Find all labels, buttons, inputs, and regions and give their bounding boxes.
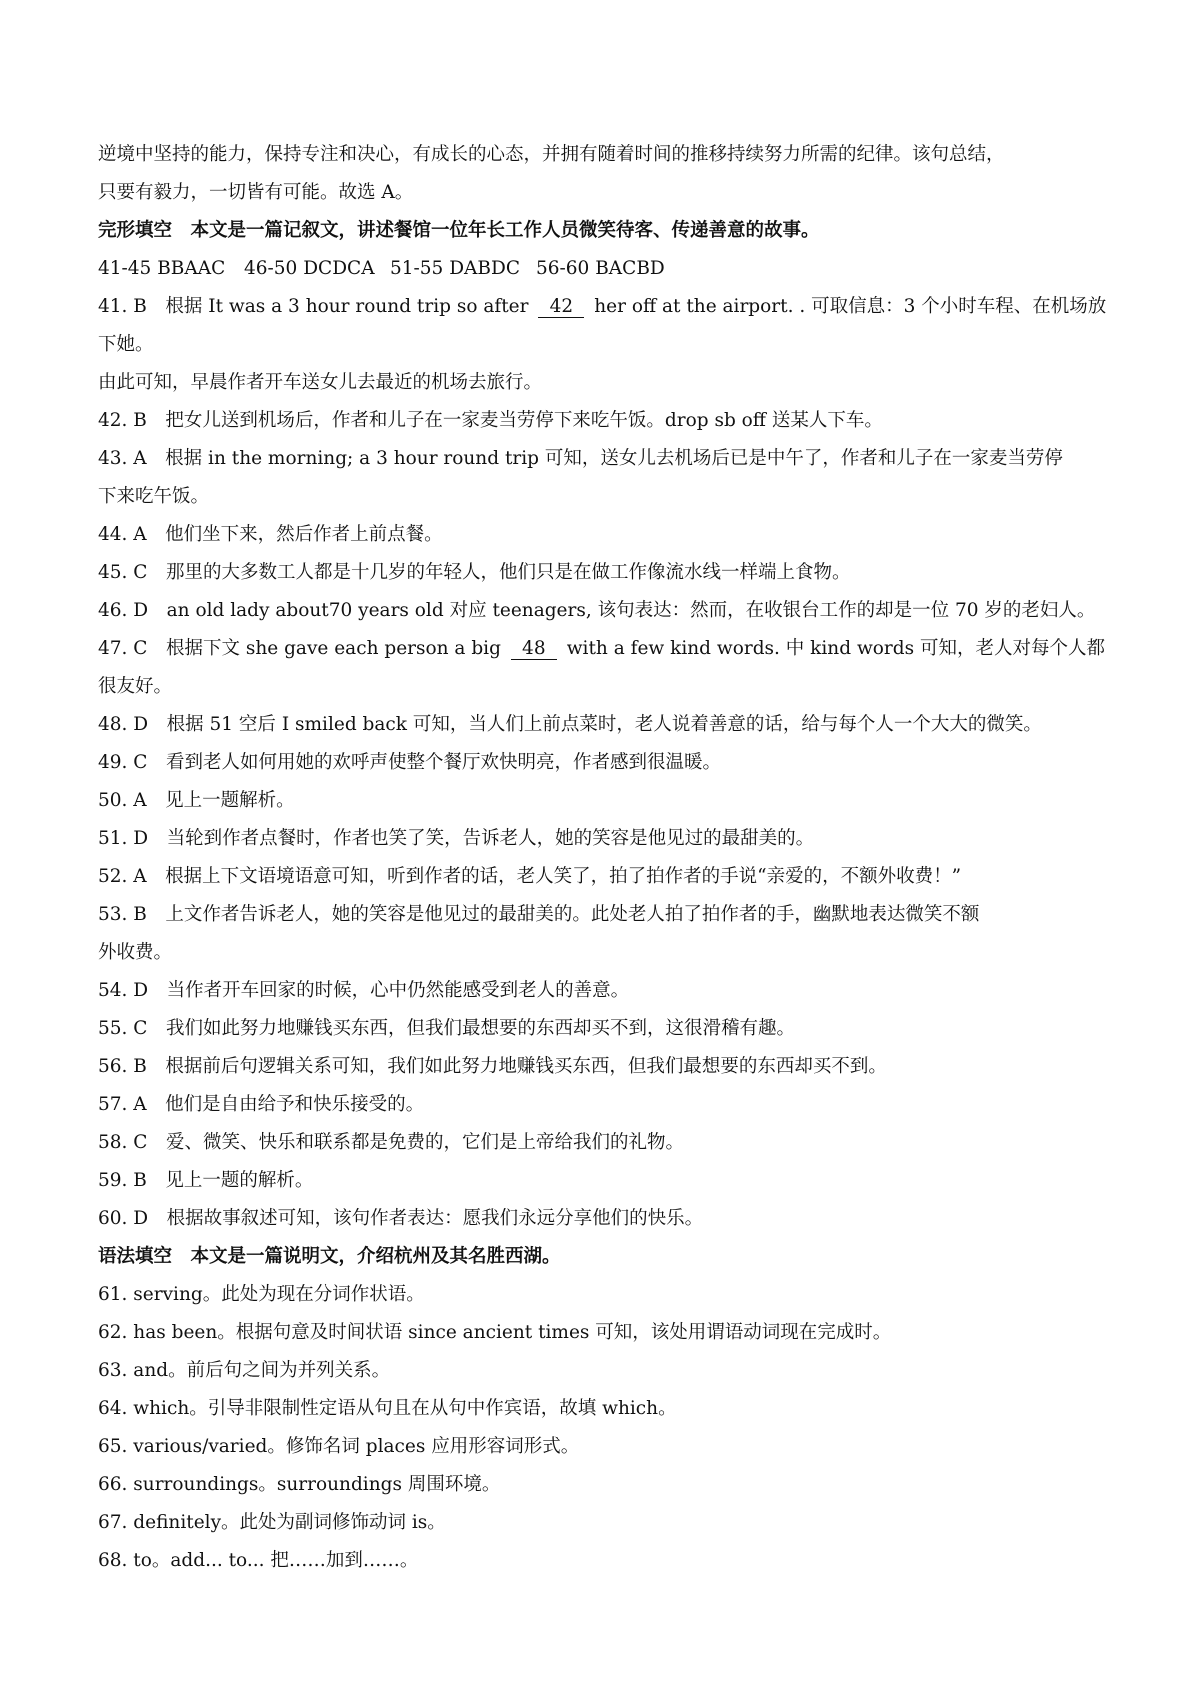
answer-key-group: 51-55 DABDC bbox=[390, 258, 520, 279]
explanation-line: 53. B 上文作者告诉老人，她的笑容是他见过的最甜美的。此处老人拍了拍作者的手，幽默地表达微笑不额 bbox=[98, 904, 980, 925]
explanation-line bbox=[98, 288, 1110, 326]
explanation-line: 68. to。add... to... 把……加到……。 bbox=[98, 1550, 419, 1571]
explanation-line: 46. D an old lady about70 years old 对应 teenagers, 该句表达：然而，在收银台工作的却是一位 70 岁的老妇人。 bbox=[98, 600, 1096, 621]
explanation-line: 66. surroundings。surroundings 周围环境。 bbox=[98, 1474, 501, 1495]
answer-key-group: 41-45 BBAAC bbox=[98, 258, 226, 279]
explanation-line: 63. and。前后句之间为并列关系。 bbox=[98, 1360, 391, 1381]
cloze-answer-keys bbox=[98, 250, 1110, 288]
explanation-line: 52. A 根据上下文语境语意可知，听到作者的话，老人笑了，拍了拍作者的手说“亲爱的，不额外收费！” bbox=[98, 866, 962, 887]
explanation-text: her off at the airport. . 可取信息：3 个小时车程、在机场放 bbox=[594, 296, 1107, 317]
explanation-text: 41. B 根据 It was a 3 hour round trip so after bbox=[98, 296, 529, 317]
explanation-line: 48. D 根据 51 空后 I smiled back 可知，当人们上前点菜时，老人说着善意的话，给与每个人一个大大的微笑。 bbox=[98, 714, 1042, 735]
explanation-line: 42. B 把女儿送到机场后，作者和儿子在一家麦当劳停下来吃午饭。drop sb off 送某人下车。 bbox=[98, 410, 883, 431]
explanation-line: 下她。 bbox=[98, 334, 154, 355]
explanation-line: 43. A 根据 in the morning; a 3 hour round trip 可知，送女儿去机场后已是中午了，作者和儿子在一家麦当劳停 bbox=[98, 448, 1063, 469]
explanation-line: 62. has been。根据句意及时间状语 since ancient times 可知，该处用谓语动词现在完成时。 bbox=[98, 1322, 892, 1343]
explanation-line: 64. which。引导非限制性定语从句且在从句中作宾语，故填 which。 bbox=[98, 1398, 677, 1419]
answer-key-group: 56-60 BACBD bbox=[536, 258, 665, 279]
grammar-heading: 语法填空 本文是一篇说明文，介绍杭州及其名胜西湖。 bbox=[98, 1246, 561, 1267]
explanation-line: 55. C 我们如此努力地赚钱买东西，但我们最想要的东西却买不到，这很滑稽有趣。 bbox=[98, 1018, 795, 1039]
explanation-line: 65. various/varied。修饰名词 places 应用形容词形式。 bbox=[98, 1436, 580, 1457]
explanation-line: 59. B 见上一题的解析。 bbox=[98, 1170, 314, 1191]
explanation-line: 49. C 看到老人如何用她的欢呼声使整个餐厅欢快明亮，作者感到很温暖。 bbox=[98, 752, 721, 773]
answer-key-page bbox=[98, 136, 1110, 1580]
explanation-line: 45. C 那里的大多数工人都是十几岁的年轻人，他们只是在做工作像流水线一样端上食物。 bbox=[98, 562, 851, 583]
explanation-line: 下来吃午饭。 bbox=[98, 486, 210, 507]
cloze-heading: 完形填空 本文是一篇记叙文，讲述餐馆一位年长工作人员微笑待客、传递善意的故事。 bbox=[98, 220, 820, 241]
explanation-line: 44. A 他们坐下来，然后作者上前点餐。 bbox=[98, 524, 443, 545]
explanation-line: 由此可知，早晨作者开车送女儿去最近的机场去旅行。 bbox=[98, 372, 543, 393]
explanation-line: 56. B 根据前后句逻辑关系可知，我们如此努力地赚钱买东西，但我们最想要的东西却买不到。 bbox=[98, 1056, 887, 1077]
intro-line: 只要有毅力，一切皆有可能。故选 A。 bbox=[98, 182, 414, 203]
explanation-line: 外收费。 bbox=[98, 942, 173, 963]
explanation-line: 61. serving。此处为现在分词作状语。 bbox=[98, 1284, 425, 1305]
explanation-line: 50. A 见上一题解析。 bbox=[98, 790, 295, 811]
explanation-line: 很友好。 bbox=[98, 676, 173, 697]
explanation-line: 54. D 当作者开车回家的时候，心中仍然能感受到老人的善意。 bbox=[98, 980, 630, 1001]
blank-number: 48 bbox=[511, 639, 557, 660]
intro-line: 逆境中坚持的能力，保持专注和决心，有成长的心态，并拥有随着时间的推移持续努力所需的纪律。该句总结， bbox=[98, 144, 1005, 165]
explanation-line: 67. definitely。此处为副词修饰动词 is。 bbox=[98, 1512, 446, 1533]
explanation-line bbox=[98, 630, 1110, 668]
explanation-line: 57. A 他们是自由给予和快乐接受的。 bbox=[98, 1094, 425, 1115]
explanation-line: 51. D 当轮到作者点餐时，作者也笑了笑，告诉老人，她的笑容是他见过的最甜美的。 bbox=[98, 828, 815, 849]
explanation-text: with a few kind words. 中 kind words 可知，老人对每个人都 bbox=[566, 638, 1105, 659]
explanation-text: 47. C 根据下文 she gave each person a big bbox=[98, 638, 501, 659]
explanation-line: 58. C 爱、微笑、快乐和联系都是免费的，它们是上帝给我们的礼物。 bbox=[98, 1132, 684, 1153]
blank-number: 42 bbox=[538, 297, 584, 318]
explanation-line: 60. D 根据故事叙述可知，该句作者表达：愿我们永远分享他们的快乐。 bbox=[98, 1208, 704, 1229]
answer-key-group: 46-50 DCDCA bbox=[244, 258, 375, 279]
